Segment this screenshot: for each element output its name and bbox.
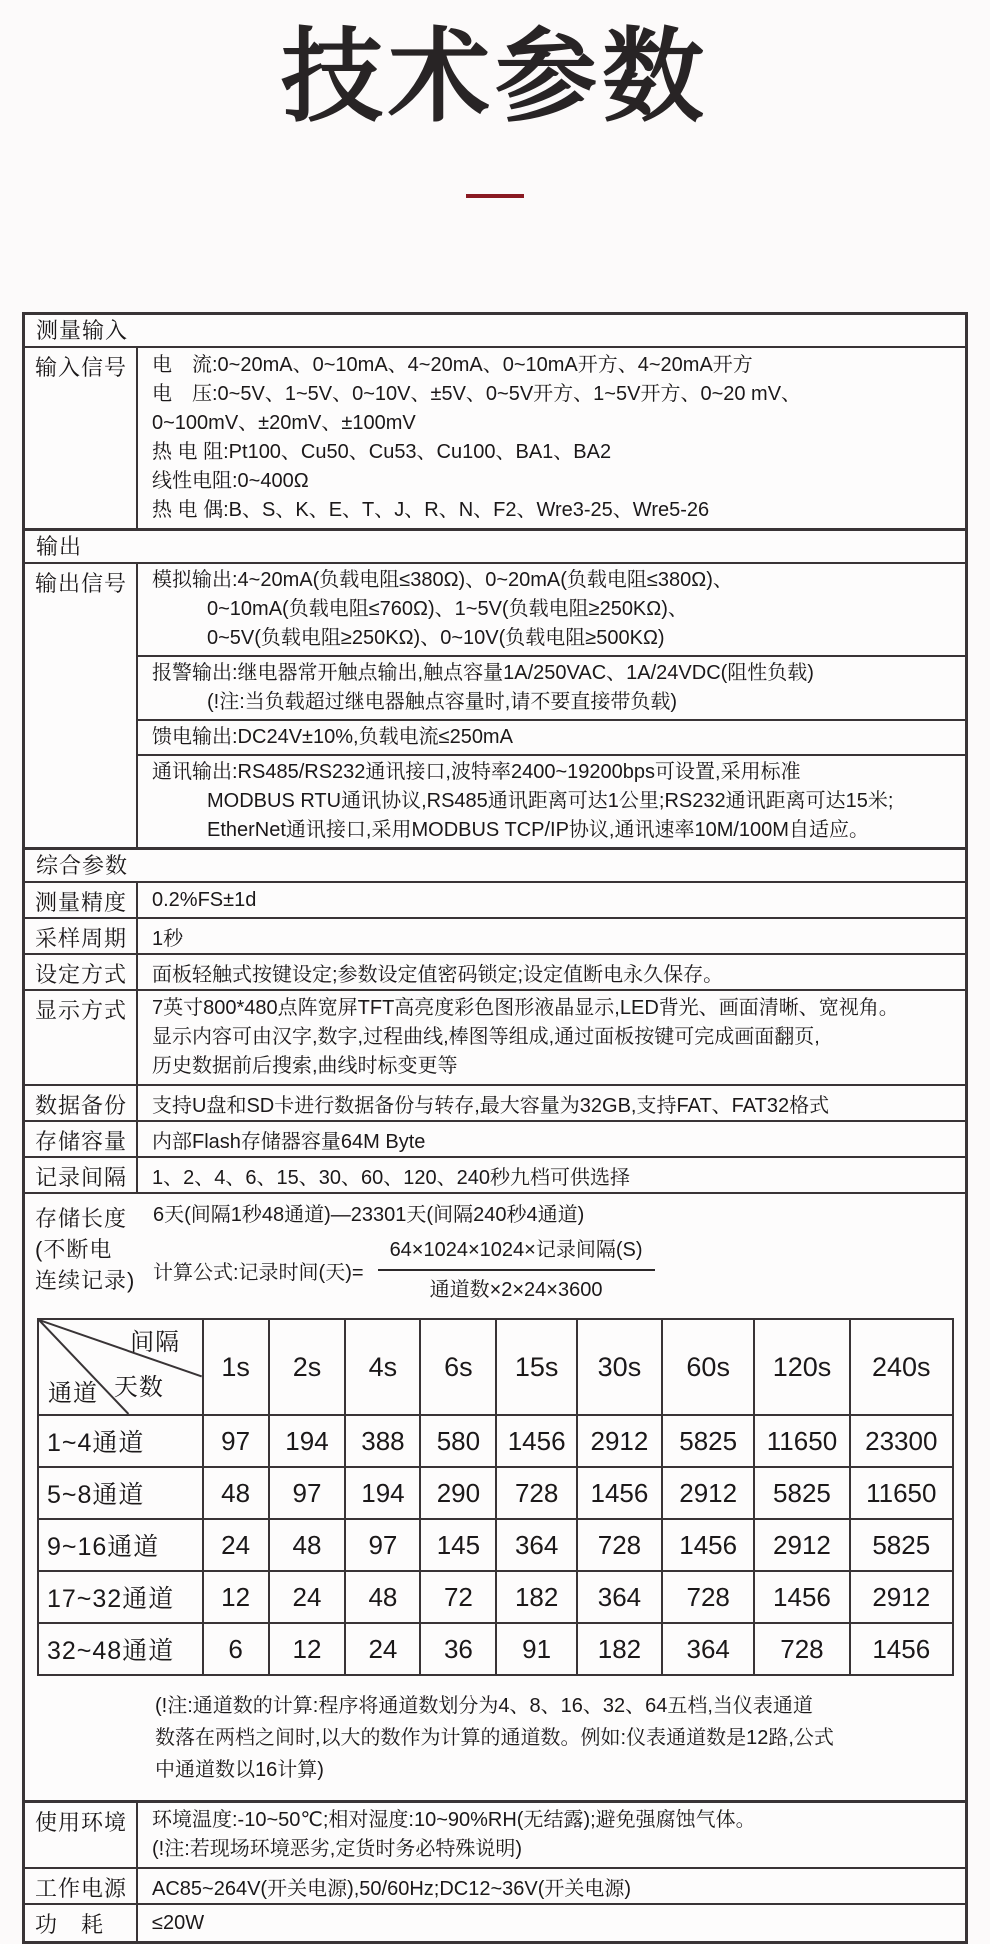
spec-text-line: MODBUS RTU通讯协议,RS485通讯距离可达1公里;RS232通讯距离可达15米; (207, 790, 894, 812)
table-row (38, 1623, 953, 1675)
note-line: 数落在两档之间时,以大的数作为计算的通道数。例如:仪表通道数是12路,公式 (155, 1727, 834, 1749)
row-output-signal (25, 562, 965, 847)
days-cell: 2912 (850, 1571, 953, 1623)
page-title: 技术参数 (281, 20, 709, 134)
column-header: 30s (577, 1319, 662, 1415)
row-label-output-signal: 输出信号 (25, 564, 138, 847)
alarm-output-block (138, 655, 965, 719)
row-accuracy (25, 881, 965, 917)
row-label-data-backup: 数据备份 (25, 1086, 138, 1120)
row-storage-length (25, 1192, 965, 1800)
days-cell: 24 (203, 1519, 269, 1571)
row-label-storage-length (35, 1203, 153, 1296)
days-cell: 728 (577, 1519, 662, 1571)
formula-denominator: 通道数×2×24×3600 (429, 1279, 603, 1301)
diagonal-header-cell (38, 1319, 203, 1415)
corner-label-channels: 通道 (48, 1380, 98, 1407)
row-label-record-interval: 记录间隔 (25, 1158, 138, 1192)
table-row (38, 1467, 953, 1519)
days-cell: 182 (496, 1571, 577, 1623)
spec-value: AC85~264V(开关电源),50/60Hz;DC12~36V(开关电源) (152, 1877, 632, 1900)
channel-range-cell: 1~4通道 (38, 1415, 203, 1467)
row-label-sampling-period: 采样周期 (25, 919, 138, 953)
days-cell: 364 (496, 1519, 577, 1571)
table-row (38, 1571, 953, 1623)
row-label-accuracy: 测量精度 (25, 883, 138, 917)
days-cell: 48 (345, 1571, 420, 1623)
spec-text-line: 热 电 偶:B、S、K、E、T、J、R、N、F2、Wre3-25、Wre5-26 (152, 499, 710, 521)
days-cell: 145 (420, 1519, 496, 1571)
row-label-storage-capacity: 存储容量 (25, 1122, 138, 1156)
days-cell: 1456 (577, 1467, 662, 1519)
channel-range-cell: 5~8通道 (38, 1467, 203, 1519)
spec-text-line: 热 电 阻:Pt100、Cu50、Cu53、Cu100、BA1、BA2 (152, 441, 612, 463)
column-header: 1s (203, 1319, 269, 1415)
spec-text-line: 环境温度:-10~50℃;相对湿度:10~90%RH(无结露);避免强腐蚀气体。 (152, 1809, 756, 1831)
days-cell: 364 (577, 1571, 662, 1623)
days-cell: 2912 (662, 1467, 754, 1519)
row-display-method (25, 989, 965, 1084)
corner-label-interval: 间隔 (130, 1329, 181, 1356)
spec-text-line: 馈电输出:DC24V±10%,负载电流≤250mA (152, 726, 513, 748)
formula-fraction (378, 1236, 655, 1304)
days-cell: 1456 (662, 1519, 754, 1571)
row-label-environment: 使用环境 (25, 1803, 138, 1867)
spec-text-line: 电 流:0~20mA、0~10mA、4~20mA、0~10mA开方、4~20mA开方 (152, 354, 753, 376)
days-cell: 2912 (577, 1415, 662, 1467)
storage-label-line: 连续记录) (35, 1268, 136, 1293)
spec-value: ≤20W (152, 1911, 205, 1934)
spec-text-line: EtherNet通讯接口,采用MODBUS TCP/IP协议,通讯速率10M/100M自适应。 (207, 819, 869, 841)
days-cell: 182 (577, 1623, 662, 1675)
days-cell: 72 (420, 1571, 496, 1623)
formula-numerator: 64×1024×1024×记录间隔(S) (378, 1236, 655, 1271)
days-cell: 290 (420, 1467, 496, 1519)
days-cell: 728 (662, 1571, 754, 1623)
days-cell: 728 (496, 1467, 577, 1519)
column-header: 15s (496, 1319, 577, 1415)
column-header: 120s (754, 1319, 849, 1415)
row-label-power-supply: 工作电源 (25, 1869, 138, 1903)
spec-text-line: 模拟输出:4~20mA(负载电阻≤380Ω)、0~20mA(负载电阻≤380Ω)、 (152, 569, 733, 591)
channel-range-cell: 9~16通道 (38, 1519, 203, 1571)
days-cell: 97 (269, 1467, 346, 1519)
spec-value: 0.2%FS±1d (152, 888, 257, 911)
days-cell: 2912 (754, 1519, 849, 1571)
spec-value: 面板轻触式按键设定;参数设定值密码锁定;设定值断电永久保存。 (152, 963, 724, 986)
days-cell: 48 (269, 1519, 346, 1571)
column-header: 6s (420, 1319, 496, 1415)
row-record-interval (25, 1156, 965, 1192)
storage-label-line: (不断电 (35, 1237, 113, 1262)
spec-text-line: 通讯输出:RS485/RS232通讯接口,波特率2400~19200bps可设置,采用标准 (152, 761, 801, 783)
channel-range-cell: 32~48通道 (38, 1623, 203, 1675)
column-header: 4s (345, 1319, 420, 1415)
row-label-input-signal: 输入信号 (25, 348, 138, 528)
title-underline (466, 194, 524, 198)
table-row (38, 1519, 953, 1571)
spec-value: 内部Flash存储器容量64M Byte (152, 1130, 426, 1153)
spec-value: 1、2、4、6、15、30、60、120、240秒九档可供选择 (152, 1166, 630, 1189)
display-method-content (138, 991, 965, 1084)
row-environment (25, 1800, 965, 1867)
days-cell: 24 (345, 1623, 420, 1675)
note-line: (!注:通道数的计算:程序将通道数划分为4、8、16、32、64五档,当仪表通道 (155, 1695, 813, 1717)
storage-days-table (37, 1318, 954, 1676)
spec-text-line: 显示内容可由汉字,数字,过程曲线,棒图等组成,通过面板按键可完成画面翻页, (152, 1026, 820, 1048)
row-storage-capacity (25, 1120, 965, 1156)
days-cell: 388 (345, 1415, 420, 1467)
spec-text-line: 线性电阻:0~400Ω (152, 470, 309, 492)
days-cell: 6 (203, 1623, 269, 1675)
days-cell: 12 (269, 1623, 346, 1675)
storage-label-line: 存储长度 (35, 1206, 128, 1231)
section-header-measure-input: 测量输入 (36, 318, 129, 343)
spec-text-line: 0~5V(负载电阻≥250KΩ)、0~10V(负载电阻≥500KΩ) (207, 627, 665, 649)
analog-output-block (138, 564, 965, 655)
spec-text-line: 电 压:0~5V、1~5V、0~10V、±5V、0~5V开方、1~5V开方、0~20 mV、 (152, 383, 802, 405)
spec-text-line: 历史数据前后搜索,曲线时标变更等 (152, 1055, 458, 1077)
row-input-signal (25, 346, 965, 528)
row-sampling-period (25, 917, 965, 953)
spec-text-line: 0~10mA(负载电阻≤760Ω)、1~5V(负载电阻≥250KΩ)、 (207, 598, 688, 620)
input-signal-content (138, 348, 965, 528)
storage-range-text: 6天(间隔1秒48通道)—23301天(间隔240秒4通道) (153, 1204, 585, 1226)
column-header: 240s (850, 1319, 953, 1415)
column-header: 60s (662, 1319, 754, 1415)
days-cell: 91 (496, 1623, 577, 1675)
row-data-backup (25, 1084, 965, 1120)
days-cell: 5825 (754, 1467, 849, 1519)
comm-output-block (138, 754, 965, 847)
days-cell: 48 (203, 1467, 269, 1519)
row-power-supply (25, 1867, 965, 1903)
days-cell: 36 (420, 1623, 496, 1675)
note-line: 中通道数以16计算) (155, 1759, 324, 1781)
spec-text-line: 7英寸800*480点阵宽屏TFT高亮度彩色图形液晶显示,LED背光、画面清晰、宽视角。 (152, 997, 899, 1019)
record-time-formula (153, 1236, 965, 1304)
table-row (38, 1415, 953, 1467)
channel-range-cell: 17~32通道 (38, 1571, 203, 1623)
days-cell: 11650 (754, 1415, 849, 1467)
days-cell: 194 (269, 1415, 346, 1467)
days-cell: 1456 (496, 1415, 577, 1467)
days-cell: 728 (754, 1623, 849, 1675)
feed-output-block (138, 719, 965, 754)
days-cell: 23300 (850, 1415, 953, 1467)
days-cell: 364 (662, 1623, 754, 1675)
days-cell: 1456 (850, 1623, 953, 1675)
channel-count-note (155, 1690, 949, 1786)
section-header-general-params: 综合参数 (25, 847, 965, 881)
days-cell: 97 (203, 1415, 269, 1467)
days-cell: 194 (345, 1467, 420, 1519)
days-cell: 5825 (850, 1519, 953, 1571)
row-label-power-consumption: 功 耗 (25, 1905, 138, 1941)
row-label-setting-method: 设定方式 (25, 955, 138, 989)
days-cell: 12 (203, 1571, 269, 1623)
environment-content (138, 1803, 965, 1867)
spec-value: 1秒 (152, 927, 184, 950)
days-cell: 1456 (754, 1571, 849, 1623)
days-cell: 580 (420, 1415, 496, 1467)
row-power-consumption (25, 1903, 965, 1941)
days-cell: 11650 (850, 1467, 953, 1519)
row-setting-method (25, 953, 965, 989)
days-cell: 24 (269, 1571, 346, 1623)
spec-value: 支持U盘和SD卡进行数据备份与转存,最大容量为32GB,支持FAT、FAT32格式 (152, 1094, 830, 1117)
column-header: 2s (269, 1319, 346, 1415)
spec-text-line: (!注:当负载超过继电器触点容量时,请不要直接带负载) (207, 691, 677, 713)
spec-text-line: 0~100mV、±20mV、±100mV (152, 412, 416, 434)
formula-label: 计算公式:记录时间(天)= (153, 1261, 364, 1284)
days-cell: 5825 (662, 1415, 754, 1467)
spec-table (22, 312, 968, 1944)
spec-text-line: (!注:若现场环境恶劣,定货时务必特殊说明) (152, 1838, 522, 1860)
spec-text-line: 报警输出:继电器常开触点输出,触点容量1A/250VAC、1A/24VDC(阻性负载) (152, 662, 814, 684)
section-header-output: 输出 (25, 528, 965, 562)
output-signal-content (138, 564, 965, 847)
days-cell: 97 (345, 1519, 420, 1571)
storage-table-header-row (38, 1319, 953, 1415)
row-label-display-method: 显示方式 (25, 991, 138, 1084)
corner-label-days: 天数 (113, 1374, 164, 1401)
